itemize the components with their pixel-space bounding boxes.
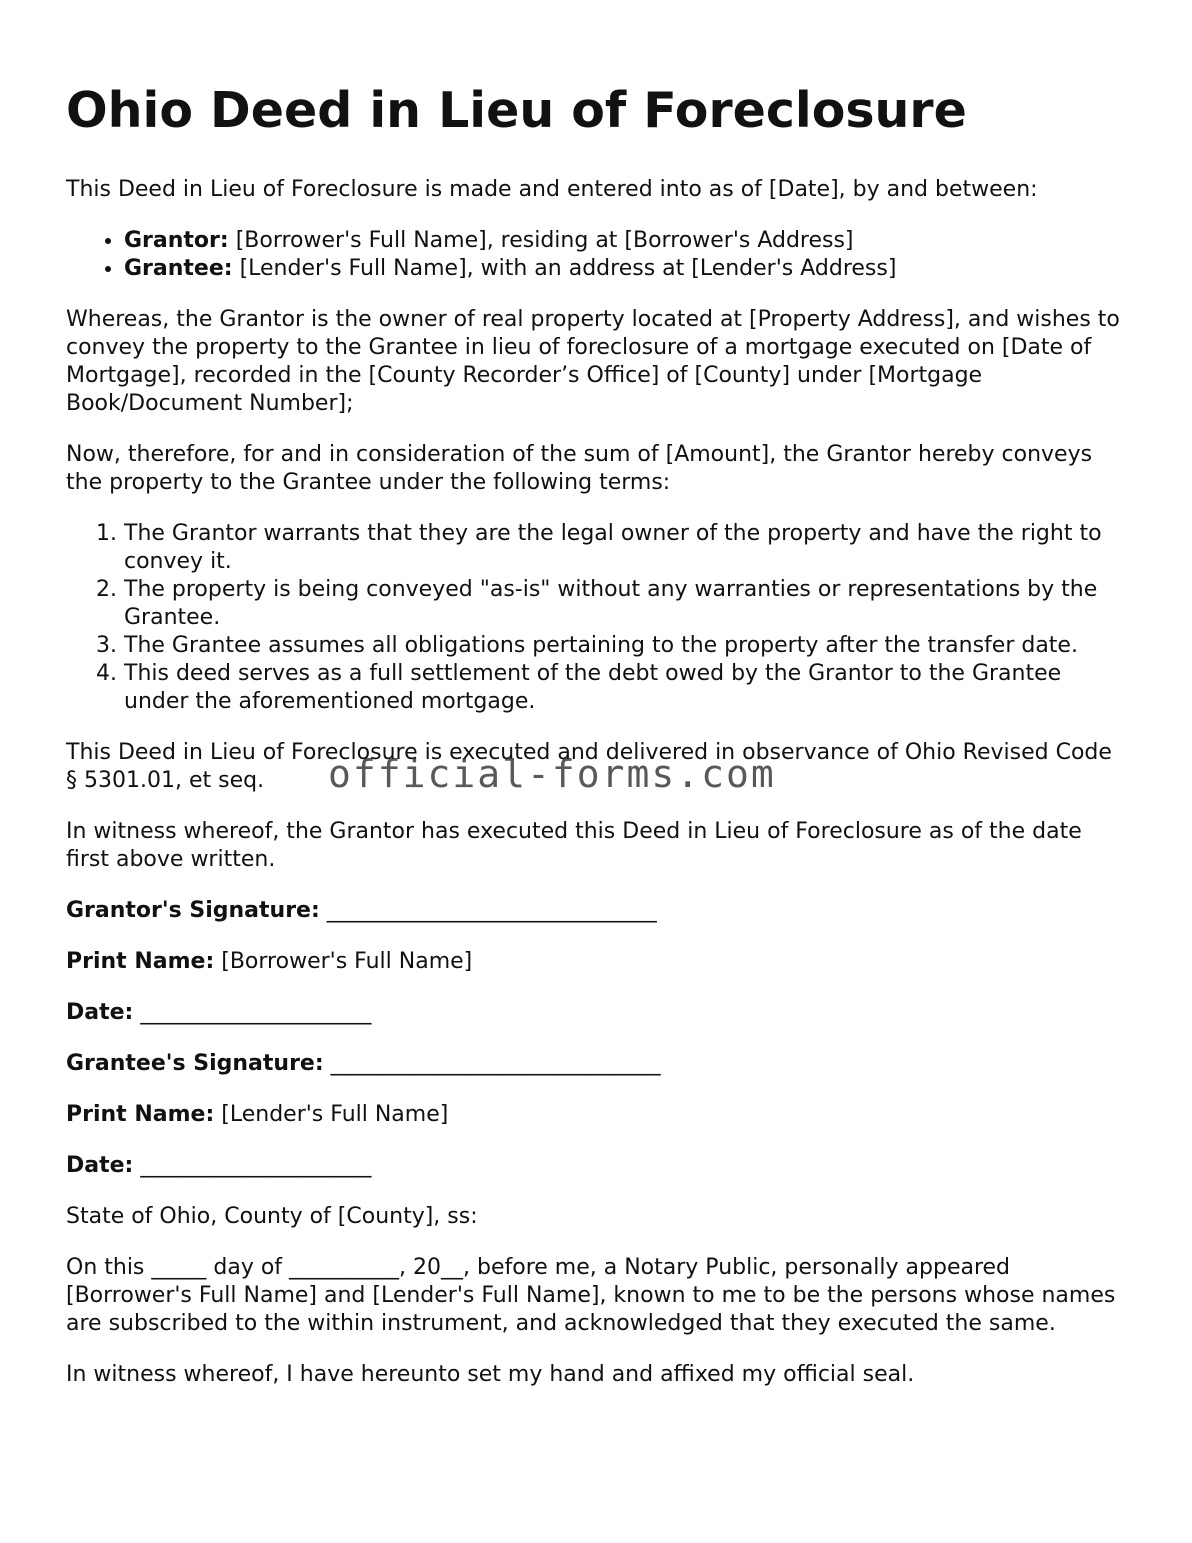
- party-grantee: [124, 255, 1126, 283]
- document-page: [66, 80, 1126, 1412]
- grantee-signature-label: Grantee's Signature:: [66, 1051, 324, 1076]
- notary-witness: In witness whereof, I have hereunto set my hand and affixed my official seal.: [66, 1362, 915, 1387]
- grantor-witness-paragraph: In witness whereof, the Grantor has executed this Deed in Lieu of Foreclosure as of the date first above written.: [66, 819, 1082, 872]
- grantee-text: [Lender's Full Name], with an address at [Lender's Address]: [232, 256, 897, 281]
- grantor-label: Grantor:: [124, 228, 229, 253]
- whereas-paragraph: Whereas, the Grantor is the owner of real property located at [Property Address], and wishes to convey the property to the Grantee in lieu of foreclosure of a mortgage executed on [Date of Mortgage], recorded in the [County Recorder’s Office] of [County] under [Mortgage Book/Document Number];: [66, 307, 1120, 416]
- grantor-print-label: Print Name:: [66, 949, 215, 974]
- grantor-text: [Borrower's Full Name], residing at [Borrower's Address]: [228, 228, 854, 253]
- now-therefore-paragraph: Now, therefore, for and in consideration of the sum of [Amount], the Grantor hereby conveys the property to the Grantee under the following terms:: [66, 442, 1093, 495]
- intro-paragraph: This Deed in Lieu of Foreclosure is made and entered into as of [Date], by and between:: [66, 177, 1038, 202]
- notary-venue: State of Ohio, County of [County], ss:: [66, 1204, 478, 1229]
- grantee-print-label: Print Name:: [66, 1102, 215, 1127]
- grantee-signature-line: [66, 1050, 1126, 1078]
- grantee-signature-blank: ______________________________: [323, 1051, 661, 1076]
- grantor-print-name: [66, 948, 1126, 976]
- grantor-date-line: [66, 999, 1126, 1027]
- grantee-print-value: [Lender's Full Name]: [214, 1102, 449, 1127]
- grantor-signature-line: [66, 897, 1126, 925]
- term-item: 2. The property is being conveyed "as-is" without any warranties or representations by the Grantee.: [124, 576, 1126, 632]
- grantor-date-blank: _____________________: [133, 1000, 372, 1025]
- terms-list: [66, 520, 1126, 716]
- grantor-signature-label: Grantor's Signature:: [66, 898, 320, 923]
- party-grantor: [124, 227, 1126, 255]
- notary-acknowledgment: On this _____ day of __________, 20__, before me, a Notary Public, personally appeared [Borrower's Full Name] and [Lender's Full Name], known to me to be the persons whose names are subscribed to the within instrument, and acknowledged that they executed the same.: [66, 1255, 1116, 1336]
- term-item: 1. The Grantor warrants that they are the legal owner of the property and have the right to convey it.: [124, 520, 1126, 576]
- grantee-print-name: [66, 1101, 1126, 1129]
- term-item: 4. This deed serves as a full settlement of the debt owed by the Grantor to the Grantee under the aforementioned mortgage.: [124, 660, 1126, 716]
- parties-list: [66, 227, 1126, 283]
- grantee-date-blank: _____________________: [133, 1153, 372, 1178]
- grantor-date-label: Date:: [66, 1000, 134, 1025]
- grantee-date-label: Date:: [66, 1153, 134, 1178]
- grantee-date-line: [66, 1152, 1126, 1180]
- document-title: Ohio Deed in Lieu of Foreclosure: [66, 82, 967, 139]
- grantee-label: Grantee:: [124, 256, 233, 281]
- term-item: 3. The Grantee assumes all obligations pertaining to the property after the transfer date.: [124, 632, 1126, 660]
- watermark: official-forms.com: [328, 752, 776, 796]
- grantor-signature-blank: ______________________________: [319, 898, 657, 923]
- code-statement: This Deed in Lieu of Foreclosure is executed and delivered in observance of Ohio Revised Code § 5301.01, et seq.: [66, 740, 1112, 793]
- grantor-print-value: [Borrower's Full Name]: [214, 949, 473, 974]
